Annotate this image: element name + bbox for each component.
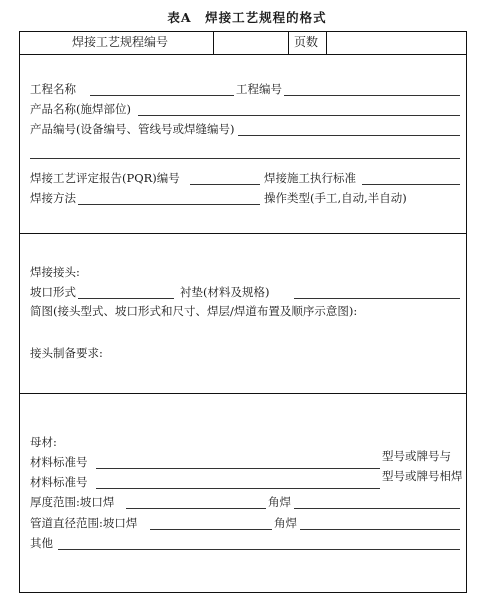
- section-divider-1: [19, 233, 467, 234]
- welded-joint-heading: 焊接接头:: [30, 265, 80, 279]
- project-name-label: 工程名称: [30, 82, 76, 96]
- section-divider-2: [19, 393, 467, 394]
- project-number-field[interactable]: [284, 95, 460, 96]
- thickness-groove-field[interactable]: [126, 508, 266, 509]
- backing-field[interactable]: [294, 298, 460, 299]
- pqr-number-field[interactable]: [190, 184, 260, 185]
- spec-number-label: 焊接工艺规程编号: [72, 35, 169, 49]
- material-standard-2-field[interactable]: [96, 488, 380, 489]
- header-cell-divider-3: [326, 31, 327, 54]
- groove-form-field[interactable]: [78, 298, 174, 299]
- project-number-label: 工程编号: [236, 82, 282, 96]
- base-metal-heading: 母材:: [30, 435, 57, 449]
- material-standard-1-field[interactable]: [96, 468, 380, 469]
- welding-method-label: 焊接方法: [30, 191, 76, 205]
- fillet-weld-1-label: 角焊: [268, 495, 291, 509]
- product-number-field-continued[interactable]: [30, 158, 460, 159]
- pipe-diameter-fillet-field[interactable]: [300, 529, 460, 530]
- backing-label: 衬垫(材料及规格): [180, 285, 270, 299]
- pipe-diameter-range-label: 管道直径范围:坡口焊: [30, 516, 138, 530]
- product-number-field[interactable]: [238, 135, 460, 136]
- other-label: 其他: [30, 536, 53, 550]
- product-name-label: 产品名称(施焊部位): [30, 102, 131, 116]
- joint-preparation-label: 接头制备要求:: [30, 346, 103, 360]
- thickness-range-label: 厚度范围:坡口焊: [30, 495, 115, 509]
- operation-type-label: 操作类型(手工,自动,半自动): [264, 191, 407, 205]
- grade-suffix-2-label: 型号或牌号相焊: [382, 469, 463, 483]
- product-name-field[interactable]: [138, 115, 460, 116]
- product-number-label: 产品编号(设备编号、管线号或焊缝编号): [30, 122, 235, 136]
- material-standard-1-label: 材料标准号: [30, 455, 88, 469]
- other-field[interactable]: [58, 549, 460, 550]
- header-cell-divider-2: [288, 31, 289, 54]
- fillet-weld-2-label: 角焊: [274, 516, 297, 530]
- joint-sketch-label: 简图(接头型式、坡口形式和尺寸、焊层/焊道布置及顺序示意图):: [30, 304, 358, 318]
- header-cell-divider-1: [213, 31, 214, 54]
- pqr-number-label: 焊接工艺评定报告(PQR)编号: [30, 171, 180, 185]
- page-count-label: 页数: [294, 35, 319, 49]
- execution-standard-field[interactable]: [362, 184, 460, 185]
- thickness-fillet-field[interactable]: [294, 508, 460, 509]
- table-caption: 表A 焊接工艺规程的格式: [167, 10, 327, 25]
- material-standard-2-label: 材料标准号: [30, 475, 88, 489]
- welding-method-field[interactable]: [78, 204, 260, 205]
- groove-form-label: 坡口形式: [30, 285, 76, 299]
- execution-standard-label: 焊接施工执行标准: [264, 171, 356, 185]
- grade-suffix-1-label: 型号或牌号与: [382, 449, 451, 463]
- project-name-field[interactable]: [90, 95, 234, 96]
- header-divider: [19, 54, 467, 55]
- pipe-diameter-groove-field[interactable]: [150, 529, 272, 530]
